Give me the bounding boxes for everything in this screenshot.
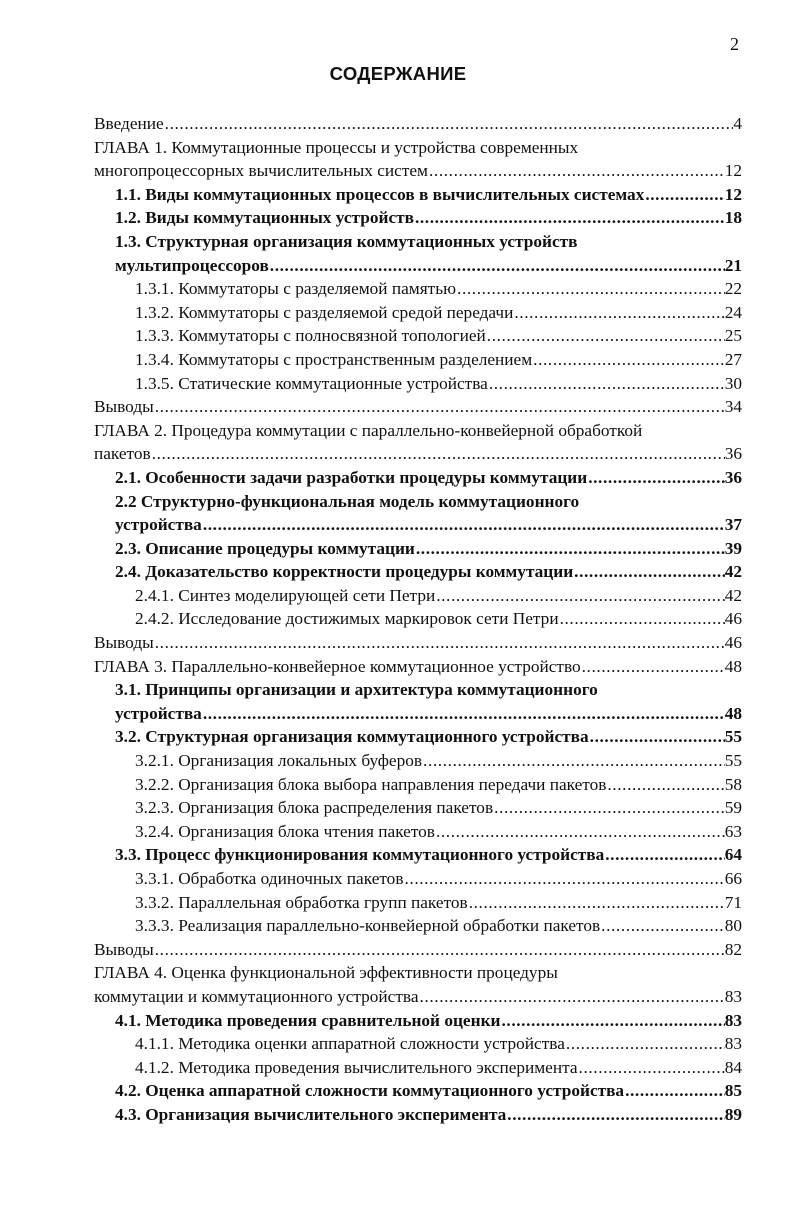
dot-leader (456, 277, 725, 301)
toc-page-number: 42 (724, 585, 742, 605)
toc-page-number: 34 (724, 397, 742, 417)
toc-page-number: 71 (724, 892, 742, 912)
toc-entry-title: 2.3. Описание процедуры коммутации (115, 538, 415, 558)
toc-entry-title: 4.2. Оценка аппаратной сложности коммутационного устройства (115, 1081, 625, 1101)
toc-entry-line: ГЛАВА 1. Коммутационные процессы и устройства современных (94, 137, 579, 157)
toc-entry-row (135, 867, 742, 891)
toc-page-number: 55 (724, 751, 742, 771)
toc-page-number: 30 (724, 373, 742, 393)
toc-entry-row (135, 820, 742, 844)
toc-page-number: 25 (724, 326, 742, 346)
toc-entry-row (115, 466, 742, 490)
dot-leader (486, 324, 725, 348)
toc-entry[interactable] (94, 1103, 742, 1127)
dot-leader (578, 1056, 725, 1080)
toc-entry-title: 3.3. Процесс функционирования коммутационного устройства (115, 845, 605, 865)
toc-entry-row (135, 372, 742, 396)
toc-entry-row (94, 655, 742, 679)
toc-page-number: 37 (724, 515, 742, 535)
toc-page-number: 83 (724, 1010, 742, 1030)
toc-entry-title: 3.2.2. Организация блока выбора направления передачи пакетов (135, 774, 607, 794)
toc-entry[interactable] (94, 914, 742, 938)
toc-entry-row (94, 938, 742, 962)
dot-leader (604, 843, 724, 867)
toc-entry[interactable] (94, 136, 742, 183)
toc-entry-title: 2.4. Доказательство корректности процедуры коммутации (115, 562, 574, 582)
toc-entry-title: 3.2.1. Организация локальных буферов (135, 751, 423, 771)
toc-page-number: 27 (724, 349, 742, 369)
toc-entry-title: 1.3.2. Коммутаторы с разделяемой средой передачи (135, 302, 514, 322)
toc-page-number: 36 (724, 444, 742, 464)
toc-entry-title: Выводы (94, 633, 154, 653)
toc-entry[interactable] (94, 1056, 742, 1080)
dot-leader (154, 395, 725, 419)
toc-entry-row (135, 348, 742, 372)
toc-entry-title: 1.3.5. Статические коммутационные устройства (135, 373, 488, 393)
toc-entry-title: 2.4.2. Исследование достижимых маркировок сети Петри (135, 609, 559, 629)
toc-entry[interactable] (94, 725, 742, 749)
dot-leader (154, 631, 725, 655)
toc-entry[interactable] (94, 348, 742, 372)
dot-leader (415, 537, 725, 561)
toc-entry-row (135, 324, 742, 348)
toc-page-number: 83 (724, 1034, 742, 1054)
toc-entry-row (115, 183, 742, 207)
toc-entry[interactable] (94, 419, 742, 466)
toc-entry-title: 4.1.2. Методика проведения вычислительного эксперимента (135, 1057, 578, 1077)
toc-entry-title: 3.3.3. Реализация параллельно-конвейерной обработки пакетов (135, 916, 601, 936)
dot-leader (573, 560, 725, 584)
toc-entry-row (115, 206, 742, 230)
toc-page-number: 21 (724, 255, 742, 275)
toc-entry[interactable] (94, 607, 742, 631)
dot-leader (600, 914, 725, 938)
dot-leader (403, 867, 724, 891)
toc-entry[interactable] (94, 466, 742, 490)
page-number: 2 (730, 34, 739, 54)
dot-leader (468, 891, 725, 915)
toc-entry-row (115, 537, 742, 561)
toc-entry[interactable] (94, 230, 742, 277)
toc-page-number: 63 (724, 821, 742, 841)
dot-leader (587, 466, 725, 490)
toc-entry[interactable] (94, 796, 742, 820)
toc-entry-row (115, 1009, 742, 1033)
toc-entry-title: многопроцессорных вычислительных систем (94, 161, 428, 181)
dot-leader (151, 442, 725, 466)
toc-entry-line: 2.2 Структурно-функциональная модель коммутационного (115, 491, 580, 511)
dot-leader (581, 655, 725, 679)
toc-entry[interactable] (94, 1009, 742, 1033)
toc-entry[interactable] (94, 395, 742, 419)
toc-entry-row (135, 1056, 742, 1080)
toc-entry-title: 3.2. Структурная организация коммутационного устройства (115, 727, 589, 747)
dot-leader (419, 985, 725, 1009)
toc-entry[interactable] (94, 277, 742, 301)
toc-entry-row (135, 584, 742, 608)
toc-entry[interactable] (94, 584, 742, 608)
toc-page-number: 59 (724, 798, 742, 818)
dot-leader (559, 607, 725, 631)
toc-entry-row (115, 843, 742, 867)
toc-entry[interactable] (94, 183, 742, 207)
dot-leader (644, 183, 724, 207)
toc-entry-line: 3.1. Принципы организации и архитектура коммутационного (115, 680, 598, 700)
dot-leader (422, 749, 725, 773)
toc-entry[interactable] (94, 1079, 742, 1103)
toc-entry-title: Введение (94, 114, 164, 133)
toc-entry-title: 2.4.1. Синтез моделирующей сети Петри (135, 585, 436, 605)
toc-entry-row (115, 513, 742, 537)
toc-entry[interactable] (94, 773, 742, 797)
toc-page-number: 36 (724, 467, 742, 487)
toc-entry-title: 4.1.1. Методика оценки аппаратной сложности устройства (135, 1034, 565, 1054)
dot-leader (435, 584, 725, 608)
toc-entry-row (94, 631, 742, 655)
toc-entry-row (135, 1032, 742, 1056)
toc-entry-row (94, 395, 742, 419)
toc-page-number: 82 (724, 939, 742, 959)
toc-entry-title: пакетов (94, 444, 151, 464)
toc-entry[interactable] (94, 843, 742, 867)
dot-leader (435, 820, 725, 844)
table-of-contents (94, 112, 742, 1127)
toc-entry-title: 1.3.1. Коммутаторы с разделяемой памятью (135, 279, 457, 299)
toc-page-number: 80 (724, 916, 742, 936)
toc-page-number: 48 (724, 703, 742, 723)
toc-entry-row (115, 1079, 742, 1103)
toc-entry-title: 4.1. Методика проведения сравнительной оценки (115, 1010, 501, 1030)
toc-page-number: 22 (724, 279, 742, 299)
toc-entry-row (115, 560, 742, 584)
page-title: СОДЕРЖАНИЕ (329, 63, 467, 84)
toc-page-number: 85 (724, 1081, 742, 1101)
toc-entry-line: ГЛАВА 4. Оценка функциональной эффективности процедуры (94, 963, 558, 983)
toc-entry-title: 3.2.4. Организация блока чтения пакетов (135, 821, 435, 841)
toc-entry-title: коммутации и коммутационного устройства (94, 986, 419, 1006)
toc-page-number: 89 (724, 1104, 742, 1124)
toc-entry-row (115, 254, 742, 278)
toc-entry[interactable] (94, 1032, 742, 1056)
dot-leader (606, 773, 724, 797)
toc-entry-line: ГЛАВА 2. Процедура коммутации с параллельно-конвейерной обработкой (94, 420, 643, 440)
toc-entry-title: 3.3.1. Обработка одиночных пакетов (135, 869, 404, 888)
toc-page-number: 12 (724, 161, 742, 181)
toc-entry[interactable] (94, 372, 742, 396)
toc-entry[interactable] (94, 537, 742, 561)
toc-page-number: 24 (724, 302, 742, 322)
toc-entry-title: устройства (115, 515, 202, 535)
toc-page-number: 42 (724, 562, 742, 582)
toc-page-number: 4 (733, 114, 742, 133)
toc-entry-row (115, 702, 742, 726)
dot-leader (414, 206, 725, 230)
dot-leader (269, 254, 725, 278)
dot-leader (500, 1009, 724, 1033)
dot-leader (532, 348, 725, 372)
dot-leader (164, 112, 734, 136)
toc-page-number: 83 (724, 986, 742, 1006)
toc-page-number: 84 (724, 1057, 742, 1077)
dot-leader (154, 938, 725, 962)
toc-entry-title: 4.3. Организация вычислительного эксперимента (115, 1104, 507, 1124)
toc-entry-title: 3.2.3. Организация блока распределения пакетов (135, 798, 494, 818)
toc-entry-row (135, 301, 742, 325)
toc-page-number: 46 (724, 633, 742, 653)
dot-leader (202, 702, 725, 726)
toc-entry-title: 1.1. Виды коммутационных процессов в вычислительных системах (115, 184, 645, 204)
toc-entry[interactable] (94, 961, 742, 1008)
toc-entry-title: Выводы (94, 939, 154, 959)
toc-entry-row (115, 725, 742, 749)
dot-leader (624, 1079, 725, 1103)
toc-entry-row (94, 159, 742, 183)
toc-entry[interactable] (94, 560, 742, 584)
toc-entry-title: 1.2. Виды коммутационных устройств (115, 208, 414, 228)
toc-entry[interactable] (94, 490, 742, 537)
toc-entry-row (135, 607, 742, 631)
toc-page-number: 64 (724, 845, 742, 865)
toc-entry-title: 1.3.3. Коммутаторы с полносвязной топологией (135, 326, 486, 346)
dot-leader (589, 725, 725, 749)
toc-entry[interactable] (94, 324, 742, 348)
toc-entry-row (135, 796, 742, 820)
toc-entry-row (135, 749, 742, 773)
toc-entry[interactable] (94, 206, 742, 230)
dot-leader (493, 796, 725, 820)
toc-entry-line: 1.3. Структурная организация коммутационных устройств (115, 231, 578, 251)
toc-entry-row (94, 112, 742, 136)
toc-entry-row (135, 891, 742, 915)
toc-entry[interactable] (94, 301, 742, 325)
dot-leader (488, 372, 725, 396)
toc-page-number: 66 (724, 869, 742, 888)
toc-page-number: 58 (724, 774, 742, 794)
toc-entry-row (115, 1103, 742, 1127)
toc-entry-title: ГЛАВА 3. Параллельно-конвейерное коммутационное устройство (94, 656, 581, 676)
toc-entry-title: 1.3.4. Коммутаторы с пространственным разделением (135, 349, 533, 369)
toc-page-number: 48 (724, 656, 742, 676)
dot-leader (428, 159, 725, 183)
toc-entry[interactable] (94, 631, 742, 655)
toc-entry-row (135, 277, 742, 301)
toc-entry-title: устройства (115, 703, 202, 723)
toc-entry-title: Выводы (94, 397, 154, 417)
toc-entry[interactable] (94, 867, 742, 891)
toc-page-number: 12 (724, 184, 742, 204)
dot-leader (513, 301, 724, 325)
toc-entry-title: мультипроцессоров (115, 255, 269, 275)
toc-entry-row (135, 914, 742, 938)
toc-entry[interactable] (94, 655, 742, 679)
toc-entry-row (135, 773, 742, 797)
toc-entry[interactable] (94, 891, 742, 915)
toc-entry-row (94, 985, 742, 1009)
toc-page-number: 18 (724, 208, 742, 228)
dot-leader (506, 1103, 724, 1127)
toc-entry[interactable] (94, 820, 742, 844)
toc-entry[interactable] (94, 112, 742, 136)
toc-page-number: 46 (724, 609, 742, 629)
dot-leader (202, 513, 725, 537)
dot-leader (565, 1032, 725, 1056)
toc-entry-title: 2.1. Особенности задачи разработки процедуры коммутации (115, 467, 588, 487)
toc-page-number: 55 (724, 727, 742, 747)
toc-entry[interactable] (94, 678, 742, 725)
toc-page-number: 39 (724, 538, 742, 558)
toc-entry-row (94, 442, 742, 466)
toc-entry[interactable] (94, 749, 742, 773)
toc-entry-title: 3.3.2. Параллельная обработка групп пакетов (135, 892, 468, 912)
toc-entry[interactable] (94, 938, 742, 962)
